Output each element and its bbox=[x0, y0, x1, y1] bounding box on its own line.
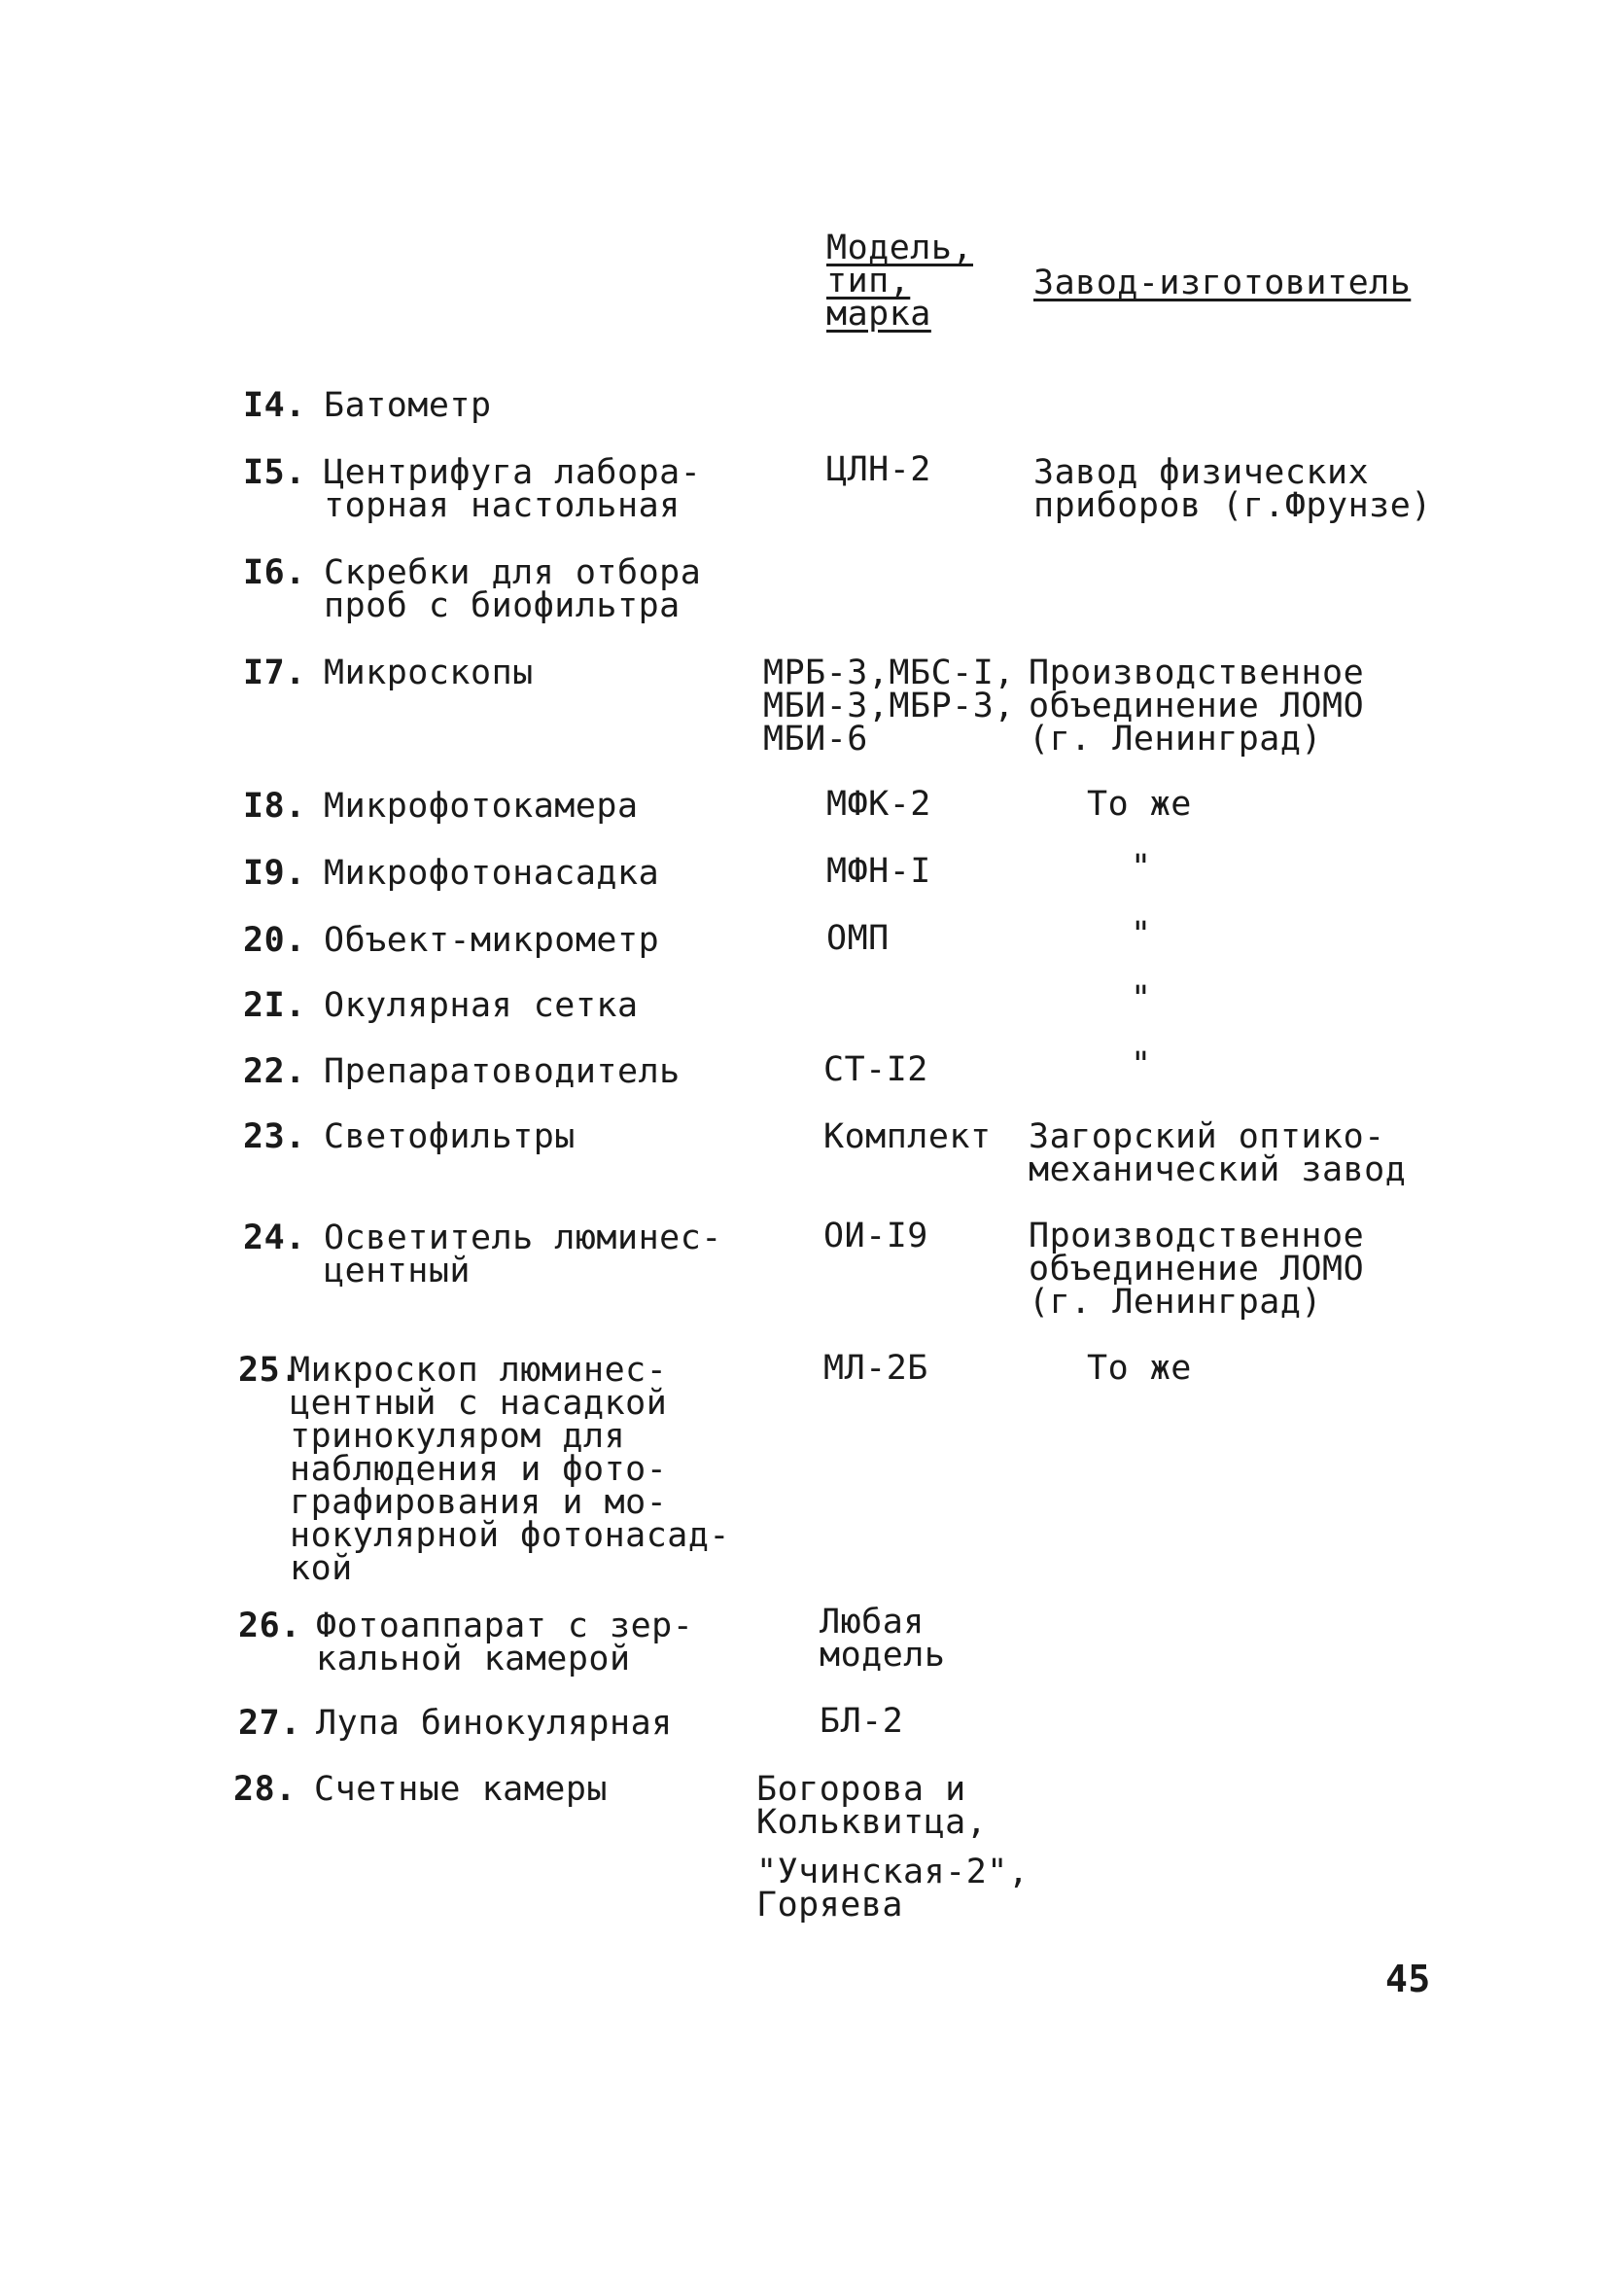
row-number: 24. bbox=[243, 1219, 306, 1257]
item-model: ОМП bbox=[826, 919, 890, 958]
row-number: 2I. bbox=[243, 986, 306, 1025]
item-factory: Завод физических приборов (г.Фрунзе) bbox=[1033, 453, 1432, 525]
item-model: СТ-I2 bbox=[823, 1050, 928, 1089]
item-name: Фотоаппарат с зер- кальной камерой bbox=[316, 1607, 694, 1678]
item-name: Микрофотонасадка bbox=[324, 854, 660, 893]
item-model: ЦЛН-2 bbox=[826, 450, 931, 489]
item-model: МЛ-2Б bbox=[823, 1349, 928, 1388]
item-model: Комплект bbox=[823, 1117, 992, 1156]
item-factory: Производственное объединение ЛОМО (г. Ленинград) bbox=[1029, 1217, 1365, 1322]
item-name: Микроскоп люминес- центный с насадкой тринокуляром для наблюдения и фото- графирования и мо- нокулярной фотонасад- кой bbox=[290, 1351, 731, 1588]
item-name: Микроскопы bbox=[324, 653, 534, 692]
item-factory: То же bbox=[1087, 785, 1192, 824]
item-factory: Загорский оптико- механический завод bbox=[1029, 1117, 1407, 1189]
row-number: 26. bbox=[238, 1607, 301, 1645]
row-number: 20. bbox=[243, 921, 306, 960]
item-name: Скребки для отбора проб с биофильтра bbox=[324, 553, 702, 625]
row-number: 23. bbox=[243, 1117, 306, 1156]
row-number: I5. bbox=[243, 453, 306, 492]
row-number: I4. bbox=[243, 386, 306, 425]
item-name: Осветитель люминес- центный bbox=[324, 1219, 722, 1290]
item-name: Микрофотокамера bbox=[324, 787, 639, 826]
ditto-mark: " bbox=[1131, 1045, 1152, 1084]
row-number: 25. bbox=[238, 1351, 301, 1390]
item-name: Батометр bbox=[324, 386, 492, 425]
row-number: I8. bbox=[243, 787, 306, 826]
item-factory: Производственное объединение ЛОМО (г. Ленинград) bbox=[1029, 653, 1365, 759]
item-model: МФК-2 bbox=[826, 785, 931, 824]
factory-column-header: Завод-изготовитель bbox=[1033, 264, 1412, 302]
model-column-header: Модель, тип, марка bbox=[826, 229, 974, 334]
item-model: Богорова и Кольквитца, bbox=[756, 1770, 988, 1842]
row-number: I7. bbox=[243, 653, 306, 692]
ditto-mark: " bbox=[1131, 915, 1152, 954]
page-number: 45 bbox=[1385, 1958, 1431, 2000]
ditto-mark: " bbox=[1131, 848, 1152, 887]
item-name: Центрифуга лабора- торная настольная bbox=[324, 453, 702, 525]
item-factory: То же bbox=[1087, 1349, 1192, 1388]
item-name: Счетные камеры bbox=[314, 1770, 609, 1809]
item-name: Лупа бинокулярная bbox=[316, 1704, 673, 1743]
item-name: Светофильтры bbox=[324, 1117, 576, 1156]
item-model-extra: "Учинская-2", Горяева bbox=[756, 1853, 1030, 1925]
row-number: 22. bbox=[243, 1052, 306, 1091]
item-name: Окулярная сетка bbox=[324, 986, 639, 1025]
item-model: МФН-I bbox=[826, 852, 931, 891]
row-number: 27. bbox=[238, 1704, 301, 1743]
item-model: Любая модель bbox=[820, 1603, 946, 1675]
item-model: БЛ-2 bbox=[820, 1702, 904, 1741]
item-name: Препаратоводитель bbox=[324, 1052, 681, 1091]
item-model: МРБ-3,МБС-I, МБИ-3,МБР-3, МБИ-6 bbox=[763, 653, 1015, 759]
row-number: I9. bbox=[243, 854, 306, 893]
item-model: ОИ-I9 bbox=[823, 1217, 928, 1255]
row-number: I6. bbox=[243, 553, 306, 592]
ditto-mark: " bbox=[1131, 979, 1152, 1018]
item-name: Объект-микрометр bbox=[324, 921, 660, 960]
row-number: 28. bbox=[233, 1770, 297, 1809]
